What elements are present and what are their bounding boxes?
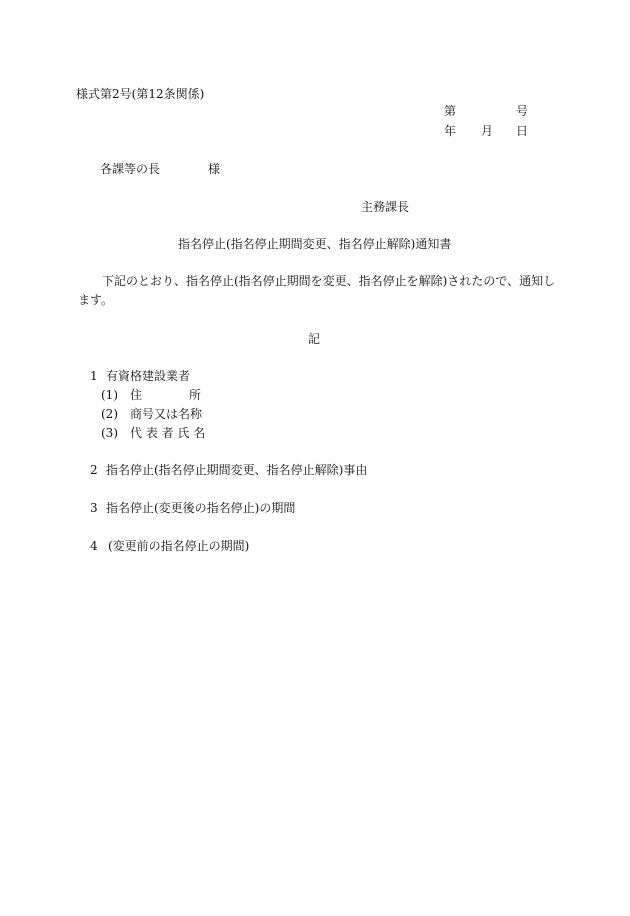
item4-number: 4 [90, 539, 98, 553]
item3-number: 3 [90, 501, 98, 515]
body-text: 下記のとおり、指名停止(指名停止期間を変更、指名停止を解除)されたので、通知します。 [78, 274, 556, 307]
sub2-number: (2) [101, 407, 118, 421]
number-go: 号 [516, 104, 529, 118]
sub3-number: (3) [101, 426, 118, 440]
sub3-label: 代 表 者 氏 名 [130, 426, 206, 440]
item1-label: 有資格建設業者 [106, 369, 191, 383]
date-year: 年 [444, 124, 457, 138]
item2-label: 指名停止(指名停止期間変更、指名停止解除)事由 [106, 463, 368, 477]
ki-heading: 記 [308, 332, 321, 346]
sender: 主務課長 [361, 200, 410, 214]
sub1-number: (1) [101, 388, 118, 402]
item3-label: 指名停止(変更後の指名停止)の期間 [106, 501, 296, 515]
sub1-label-a: 住 [130, 388, 143, 402]
number-dai: 第 [444, 104, 457, 118]
addressee-honorific: 様 [208, 162, 221, 176]
form-label: 様式第2号(第12条関係) [76, 87, 205, 101]
date-month: 月 [481, 124, 494, 138]
item4-label: (変更前の指名停止の期間) [108, 539, 250, 553]
sub2-label: 商号又は名称 [130, 407, 203, 421]
document-title: 指名停止(指名停止期間変更、指名停止解除)通知書 [178, 237, 452, 251]
item2-number: 2 [90, 463, 98, 477]
sub1-label-b: 所 [189, 388, 202, 402]
addressee-name: 各課等の長 [100, 162, 161, 176]
item1-number: 1 [90, 369, 98, 383]
date-day: 日 [516, 124, 529, 138]
